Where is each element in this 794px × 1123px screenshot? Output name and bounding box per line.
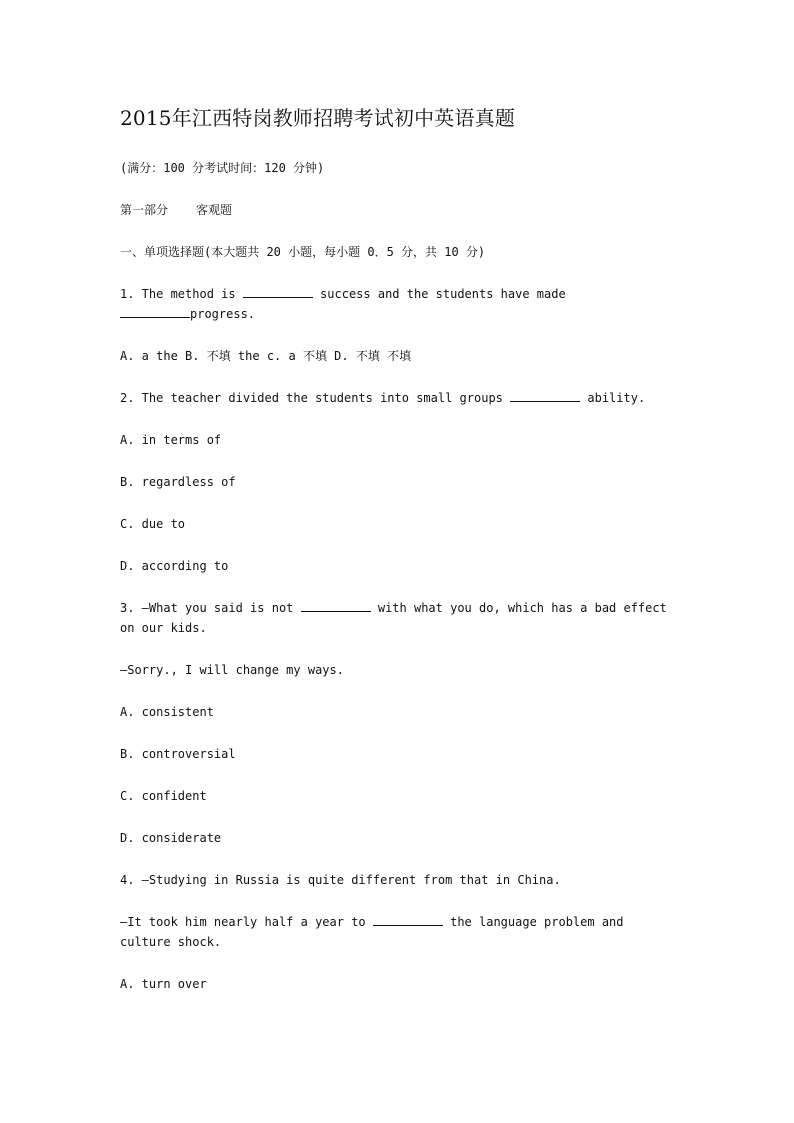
question-2-option-a: A. in terms of [120,433,222,447]
question-2 [120,388,674,408]
document-content [120,104,674,1016]
question-2-option-b: B. regardless of [120,475,236,489]
answer-blank [510,389,580,402]
part-label: 第一部分 [120,203,169,217]
answer-blank [120,305,190,318]
question-1 [120,284,674,324]
answer-blank [301,599,371,612]
question-2-text-start: 2. The teacher divided the students into small groups [120,391,511,405]
question-3-text-start: 3. —What you said is not [120,601,301,615]
question-2-option-d: D. according to [120,559,229,573]
question-3-option-b: B. controversial [120,747,236,761]
question-4-option-a: A. turn over [120,977,207,991]
question-3-option-d: D. considerate [120,831,222,845]
answer-blank [373,913,443,926]
question-4-text-start: —It took him nearly half a year to [120,915,373,929]
question-4-text-end: the language problem and culture shock. [120,915,624,949]
question-3-option-a: A. consistent [120,705,214,719]
question-1-text-end: progress. [190,307,256,321]
question-3-option-c: C. confident [120,789,207,803]
question-4-reply [120,912,674,952]
question-1-options: A. a the B. 不填 the c. a 不填 D. 不填 不填 [120,349,412,363]
exam-meta: (满分：100 分考试时间：120 分钟) [120,161,325,175]
section-heading: 一、单项选择题(本大题共 20 小题，每小题 0．5 分，共 10 分) [120,245,486,259]
question-3-text-end: with what you do, which has a bad effect on our kids. [120,601,667,635]
question-3 [120,598,674,638]
question-2-option-c: C. due to [120,517,186,531]
part-heading [120,200,674,220]
question-1-text-start: 1. The method is [120,287,243,301]
page-title: 2015年江西特岗教师招聘考试初中英语真题 [120,106,516,130]
question-2-text-end: ability. [580,391,646,405]
question-4-prompt: 4. —Studying in Russia is quite different from that in China. [120,873,561,887]
question-1-text-middle: success and the students have made [312,287,566,301]
question-3-reply: —Sorry., I will change my ways. [120,663,344,677]
answer-blank [243,285,313,298]
part-name: 客观题 [196,203,233,217]
